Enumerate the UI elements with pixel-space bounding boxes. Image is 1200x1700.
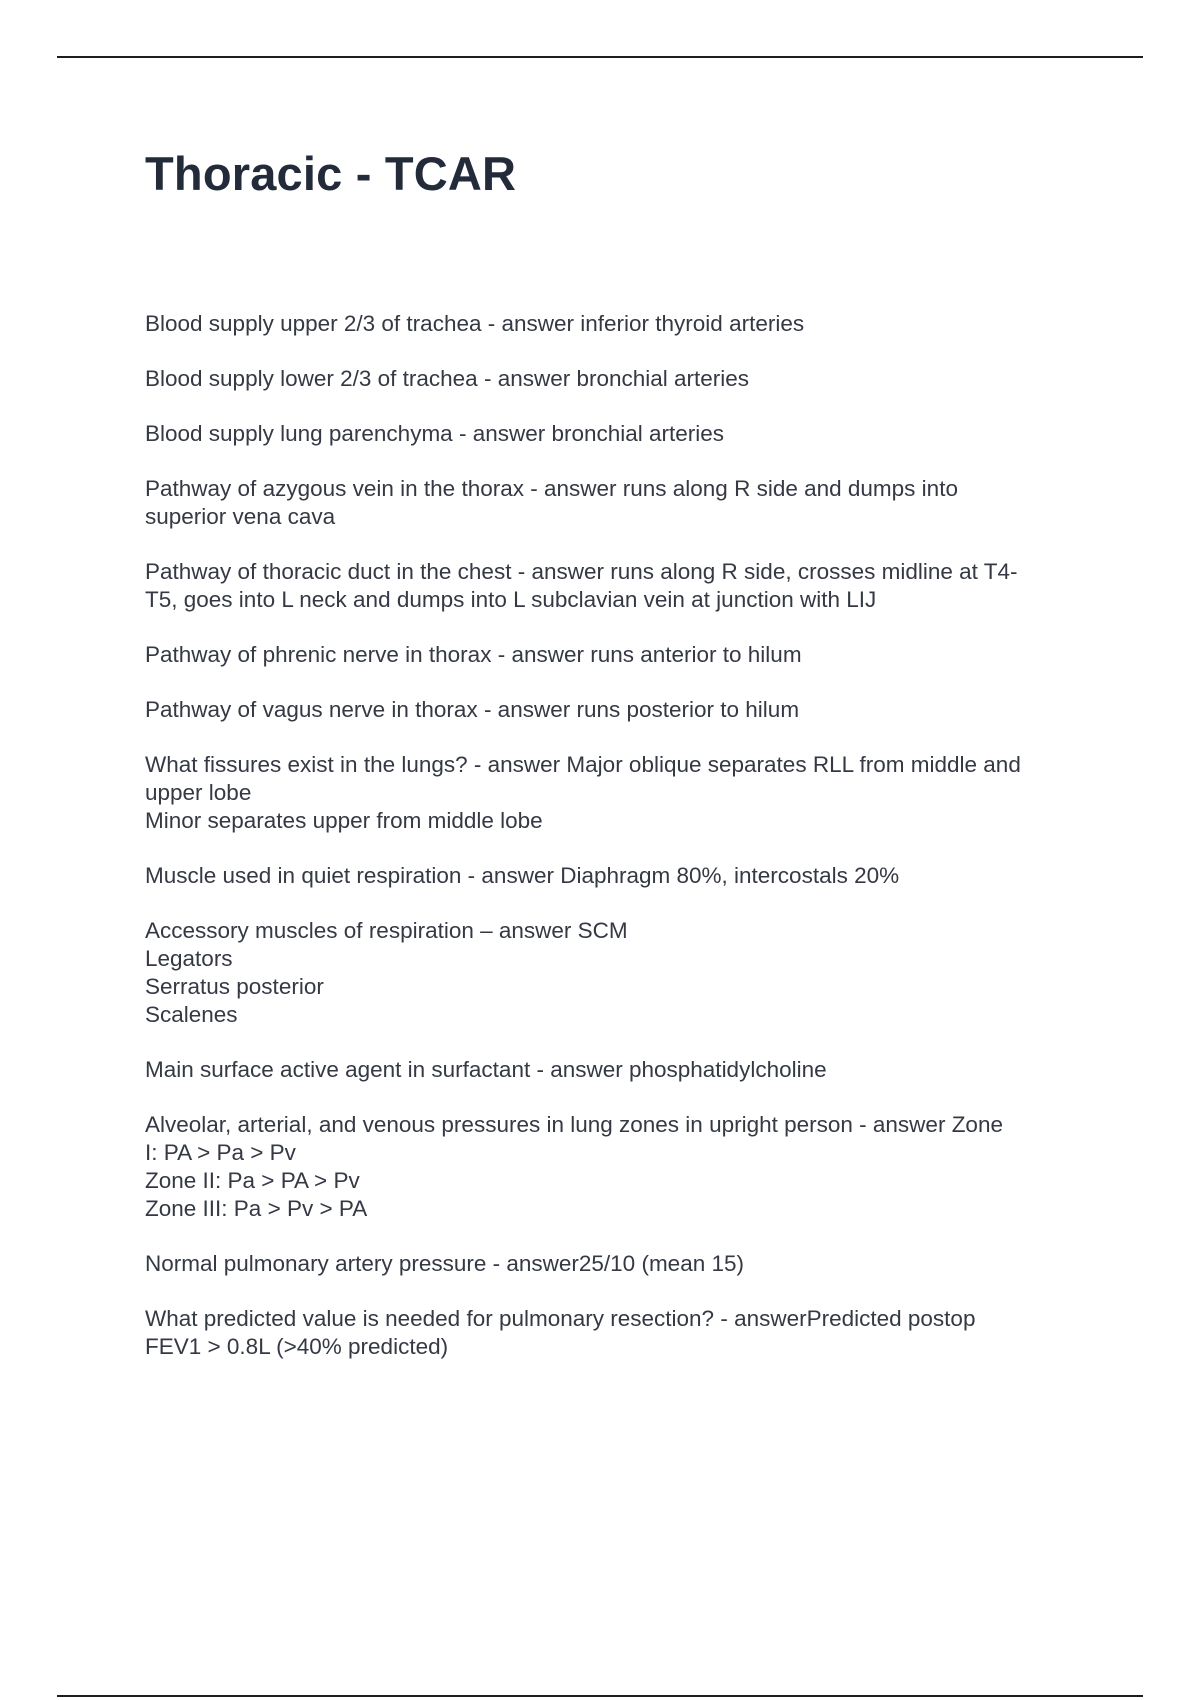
qa-item <box>145 751 1095 835</box>
qa-item <box>145 641 1095 669</box>
qa-item <box>145 475 1095 531</box>
qa-line: Minor separates upper from middle lobe <box>145 808 543 833</box>
qa-line: Pathway of thoracic duct in the chest - answer runs along R side, crosses midline at T4- <box>145 559 1018 584</box>
footer-divider <box>57 1695 1143 1697</box>
qa-line: Pathway of vagus nerve in thorax - answer runs posterior to hilum <box>145 697 800 722</box>
page-title: Thoracic - TCAR <box>145 147 517 200</box>
qa-item <box>145 420 1095 448</box>
qa-line: Muscle used in quiet respiration - answer Diaphragm 80%, intercostals 20% <box>145 863 900 888</box>
qa-list <box>145 310 1095 1388</box>
qa-line: T5, goes into L neck and dumps into L subclavian vein at junction with LIJ <box>145 587 877 612</box>
qa-line: superior vena cava <box>145 504 336 529</box>
qa-line: FEV1 > 0.8L (>40% predicted) <box>145 1334 449 1359</box>
qa-item <box>145 917 1095 1029</box>
qa-line: What fissures exist in the lungs? - answer Major oblique separates RLL from middle and <box>145 752 1021 777</box>
qa-line: What predicted value is needed for pulmonary resection? - answerPredicted postop <box>145 1306 976 1331</box>
qa-line: Normal pulmonary artery pressure - answer25/10 (mean 15) <box>145 1251 744 1276</box>
qa-line: Pathway of azygous vein in the thorax - answer runs along R side and dumps into <box>145 476 958 501</box>
qa-item <box>145 1056 1095 1084</box>
qa-line: Blood supply upper 2/3 of trachea - answer inferior thyroid arteries <box>145 311 805 336</box>
qa-item <box>145 558 1095 614</box>
qa-line: Zone II: Pa > PA > Pv <box>145 1168 360 1193</box>
header-divider <box>57 56 1143 58</box>
qa-line: Blood supply lower 2/3 of trachea - answer bronchial arteries <box>145 366 750 391</box>
qa-line: Legators <box>145 946 233 971</box>
qa-line: Pathway of phrenic nerve in thorax - answer runs anterior to hilum <box>145 642 802 667</box>
qa-line: Alveolar, arterial, and venous pressures in lung zones in upright person - answer Zone <box>145 1112 1003 1137</box>
qa-item <box>145 1111 1095 1223</box>
qa-item <box>145 696 1095 724</box>
qa-item <box>145 365 1095 393</box>
qa-item <box>145 310 1095 338</box>
qa-line: Blood supply lung parenchyma - answer bronchial arteries <box>145 421 725 446</box>
qa-line: I: PA > Pa > Pv <box>145 1140 296 1165</box>
qa-item <box>145 862 1095 890</box>
qa-line: Scalenes <box>145 1002 238 1027</box>
qa-item <box>145 1305 1095 1361</box>
qa-line: Zone III: Pa > Pv > PA <box>145 1196 368 1221</box>
qa-line: Main surface active agent in surfactant - answer phosphatidylcholine <box>145 1057 827 1082</box>
qa-line: upper lobe <box>145 780 252 805</box>
qa-line: Serratus posterior <box>145 974 324 999</box>
qa-line: Accessory muscles of respiration – answer SCM <box>145 918 628 943</box>
qa-item <box>145 1250 1095 1278</box>
